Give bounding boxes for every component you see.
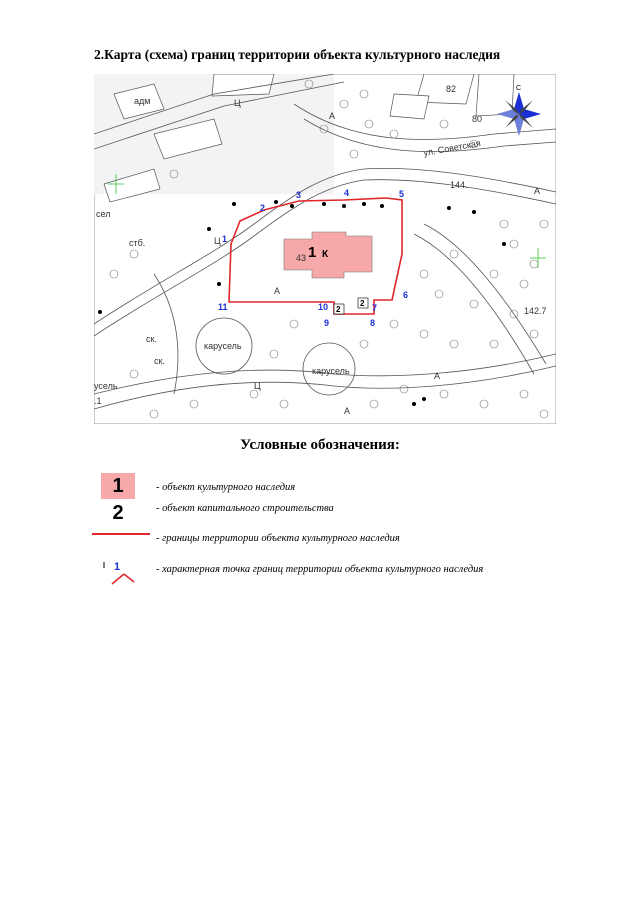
capital-number-b: 2 <box>360 299 365 308</box>
label-sk-1: ск. <box>146 334 157 344</box>
label-43: 43 <box>296 253 307 263</box>
label-ts-2: Ц <box>214 236 221 246</box>
capital-number: 2 <box>336 305 341 314</box>
svg-text:1: 1 <box>222 234 228 244</box>
svg-text:7: 7 <box>372 303 378 313</box>
label-stb: стб. <box>129 238 146 248</box>
label-a-3: А <box>274 286 281 296</box>
svg-text:2: 2 <box>260 203 266 213</box>
svg-text:11: 11 <box>218 302 228 312</box>
label-adm: адм <box>134 96 151 106</box>
label-ts-1: Ц <box>234 98 241 108</box>
legend-title: Условные обозначения: <box>240 437 400 453</box>
label-usel: усель <box>94 381 118 391</box>
label-a-4: А <box>434 371 441 381</box>
heritage-number: 1 <box>308 244 317 261</box>
legend-text-capital: - объект капитального строительства <box>156 503 334 514</box>
svg-text:8: 8 <box>370 318 376 328</box>
site-map <box>94 74 556 424</box>
svg-text:10: 10 <box>318 302 329 312</box>
page-title: 2.Карта (схема) границ территории объекта культурного наследия <box>94 47 501 62</box>
label-82: 82 <box>446 84 457 94</box>
legend-symbol-point <box>100 558 140 588</box>
svg-text:5: 5 <box>399 189 405 199</box>
label-elev-2: 142.7 <box>524 306 547 316</box>
svg-text:9: 9 <box>324 318 330 328</box>
label-ts-3: Ц <box>254 381 261 391</box>
label-street: ул. Советская <box>422 138 482 158</box>
label-a-1: А <box>329 111 336 121</box>
label-a-2: А <box>534 186 541 196</box>
svg-text:6: 6 <box>403 290 409 300</box>
label-elev-1: 144. <box>450 180 468 190</box>
legend-symbol-heritage: 1 <box>101 473 135 499</box>
legend-point-number: 1 <box>114 561 121 573</box>
legend-text-point: - характерная точка границ территории объекта культурного наследия <box>156 564 484 575</box>
label-karusel-2: карусель <box>312 366 350 376</box>
label-sel: сел <box>96 209 111 219</box>
legend-text-boundary: - границы территории объекта культурного наследия <box>156 533 400 544</box>
heritage-letter: К <box>322 249 329 260</box>
legend-symbol-boundary <box>92 533 150 535</box>
svg-text:4: 4 <box>344 188 350 198</box>
label-80: 80 <box>472 114 483 124</box>
svg-text:3: 3 <box>296 190 302 200</box>
label-a-5: А <box>344 406 351 416</box>
label-sk-2: ск. <box>154 356 165 366</box>
label-1m: .1 <box>94 396 102 406</box>
legend-text-heritage: - объект культурного наследия <box>156 482 296 493</box>
compass-north: С <box>516 85 522 92</box>
legend-symbol-capital: 2 <box>112 502 124 524</box>
label-karusel-1: карусель <box>204 341 242 351</box>
